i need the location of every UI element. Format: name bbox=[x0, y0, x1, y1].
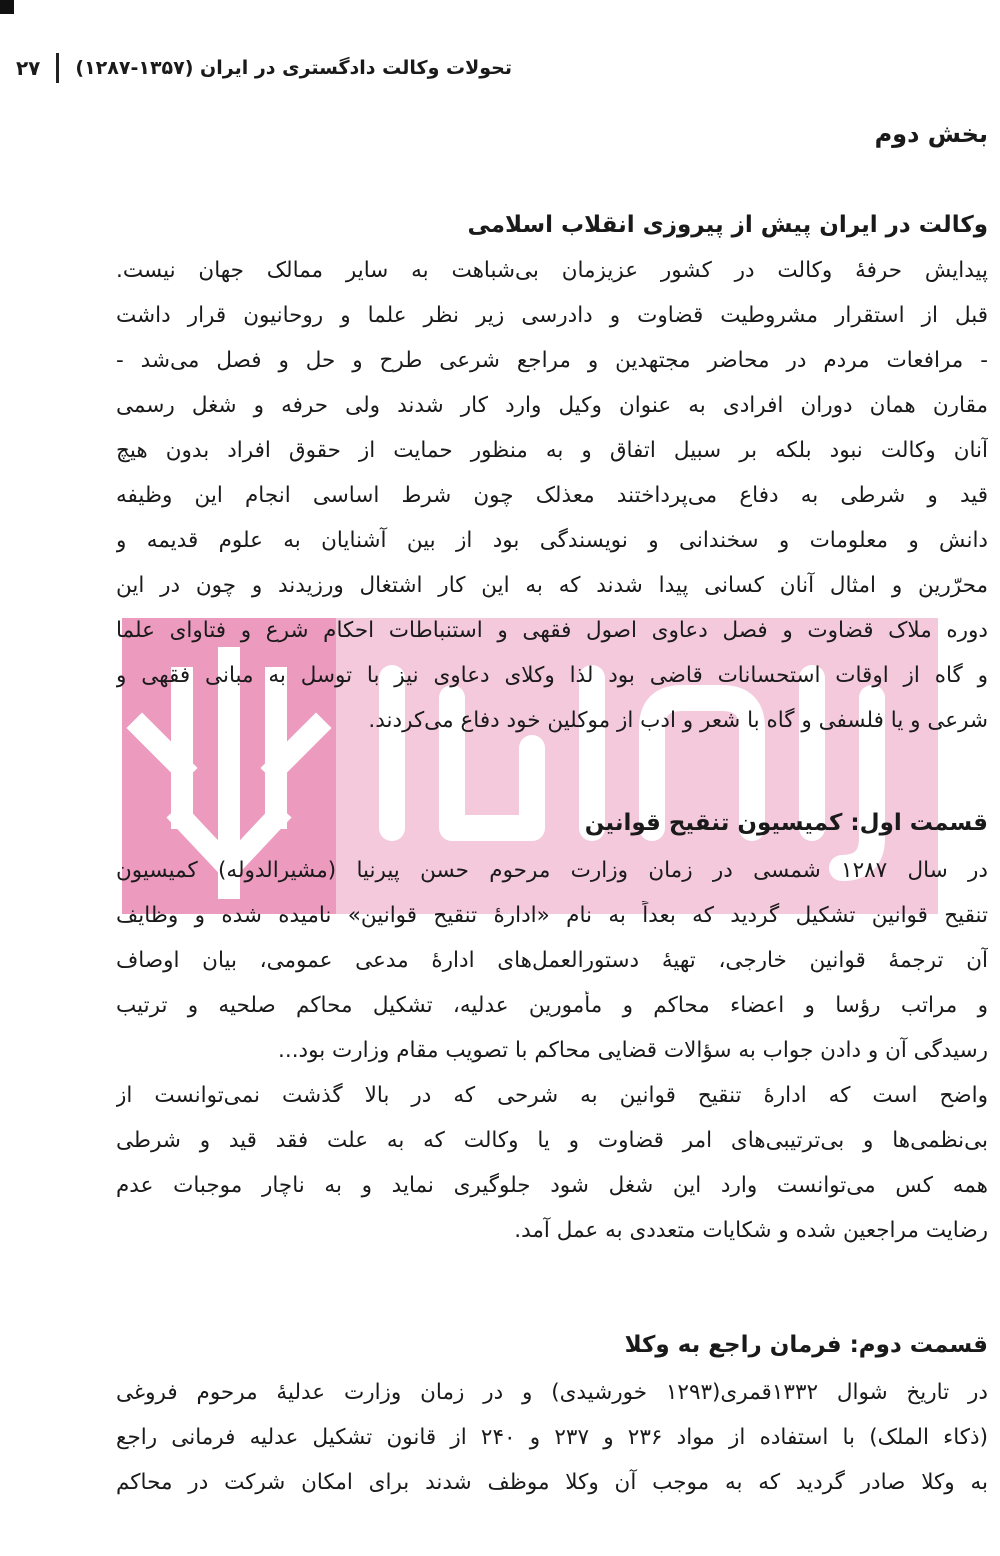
text-line: - مرافعات مردم در محاضر مجتهدین و مراجع شرعی طرح و حل و فصل می‌شد - bbox=[116, 348, 988, 373]
text-line: رضایت مراجعین شده و شکایات متعددی به عمل آمد. bbox=[514, 1218, 988, 1243]
page-number: ۲۷ bbox=[15, 56, 41, 80]
text-line: محرّرین و امثال آنان کسانی پیدا شدند که به این کار اشتغال ورزیدند و چون در این bbox=[116, 573, 988, 598]
text-line: (ذکاء الملک) با استفاده از مواد ۲۳۶ و ۲۳۷ و ۲۴۰ از قانون تشکیل عدلیه فرمانی راجع bbox=[116, 1425, 988, 1450]
text-line: همه کس می‌توانست وارد این شغل شود جلوگیری نماید و به ناچار موجبات عدم bbox=[116, 1173, 988, 1198]
text-line: رسیدگی آن و دادن جواب به سؤالات قضایی محاکم با تصویب مقام وزارت بود... bbox=[278, 1038, 988, 1063]
text-line: قبل از استقرار مشروطیت قضاوت و دادرسی زیر نظر علما و روحانیون قرار داشت bbox=[116, 303, 988, 328]
text-line: شرعی و یا فلسفی و گاه با شعر و ادب از موکلین خود دفاع می‌کردند. bbox=[368, 708, 988, 733]
text-line: پیدایش حرفهٔ وکالت در کشور عزیزمان بی‌شباهت به سایر ممالک جهان نیست. bbox=[116, 258, 988, 283]
text-line: و مراتب رؤسا و اعضاء محاکم و مأمورین عدلیه، تشکیل محاکم صلحیه و ترتیب bbox=[116, 993, 988, 1018]
text-line: بی‌نظمی‌ها و بی‌ترتیبی‌های امر قضاوت و یا وکالت که به علت فقد قید و شرطی bbox=[116, 1128, 988, 1153]
text-line: دوره ملاک قضاوت و فصل دعاوی اصول فقهی و استنباطات احکام شرع و فتاوای علما bbox=[116, 618, 988, 643]
text-line: آن ترجمهٔ قوانین خارجی، تهیهٔ دستورالعمل‌های ادارهٔ مدعی عمومی، بیان اوصاف bbox=[116, 948, 988, 973]
text-line: قید و شرطی به دفاع می‌پرداختند معذلک چون شرط اساسی انجام این وظیفه bbox=[116, 483, 988, 508]
text-line: در تاریخ شوال ۱۳۳۲قمری(۱۲۹۳ خورشیدی) و در زمان وزارت عدلیهٔ مرحوم فروغی bbox=[116, 1380, 988, 1405]
chapter-heading: وکالت در ایران پیش از پیروزی انقلاب اسلامی bbox=[467, 212, 988, 238]
text-line: به وکلا صادر گردید که به موجب آن وکلا موظف شدند برای امکان شرکت در محاکم bbox=[116, 1470, 988, 1495]
text-line: در سال ۱۲۸۷ شمسی در زمان وزارت مرحوم حسن پیرنیا (مشیرالدوله) کمیسیون bbox=[116, 858, 988, 883]
part1-heading: قسمت اول: کمیسیون تنقیح قوانین bbox=[584, 810, 988, 836]
text-line: واضح است که ادارهٔ تنقیح قوانین به شرحی که در بالا گذشت نمی‌توانست از bbox=[116, 1083, 988, 1108]
text-line: و گاه از اوقات استحسانات قاضی بود لذا وکلای دعاوی نیز با توسل به مبانی فقهی و bbox=[116, 663, 988, 688]
section-title: بخش دوم bbox=[874, 120, 988, 148]
part2-heading: قسمت دوم: فرمان راجع به وکلا bbox=[624, 1332, 988, 1358]
text-line: تنقیح قوانین تشکیل گردید که بعداً به نام «ادارهٔ تنقیح قوانین» نامیده شده و وظایف bbox=[116, 903, 988, 928]
text-line: آنان وکالت نبود بلکه بر سبیل اتفاق و به منظور حمایت از حقوق افراد بدون هیچ bbox=[116, 438, 988, 463]
text-line: دانش و معلومات و سخندانی و نویسندگی بود از بین آشنایان به علوم قدیمه و bbox=[116, 528, 988, 553]
running-title: تحولات وکالت دادگستری در ایران (۱۳۵۷-۱۲۸۷) bbox=[75, 57, 512, 79]
text-line: مقارن همان دوران افرادی به عنوان وکیل وارد کار شدند ولی حرفه و شغل رسمی bbox=[116, 393, 988, 418]
